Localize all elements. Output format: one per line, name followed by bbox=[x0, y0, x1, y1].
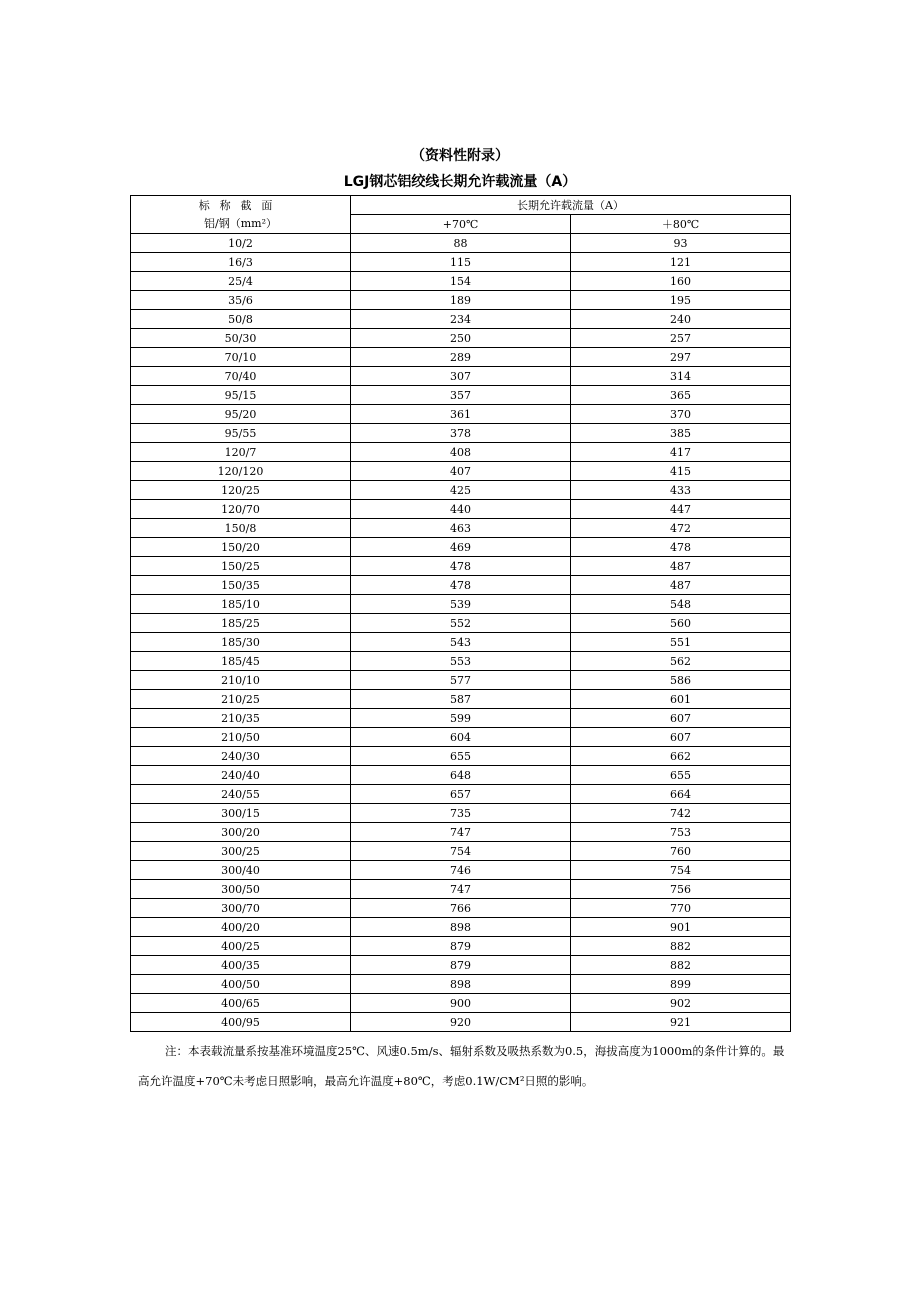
current-80-cell: 754 bbox=[571, 861, 791, 880]
temp-70-header: +70℃ bbox=[351, 215, 571, 234]
table-row bbox=[131, 519, 791, 538]
current-80-cell: 901 bbox=[571, 918, 791, 937]
section-cell: 150/20 bbox=[131, 538, 351, 557]
current-70-cell: 408 bbox=[351, 443, 571, 462]
current-70-cell: 361 bbox=[351, 405, 571, 424]
current-80-cell: 921 bbox=[571, 1013, 791, 1032]
table-row bbox=[131, 880, 791, 899]
appendix-label: （资料性附录） bbox=[411, 148, 509, 164]
table-row bbox=[131, 234, 791, 253]
current-80-cell: 478 bbox=[571, 538, 791, 557]
current-80-cell: 240 bbox=[571, 310, 791, 329]
current-80-cell: 882 bbox=[571, 956, 791, 975]
table-row bbox=[131, 842, 791, 861]
section-cell: 150/8 bbox=[131, 519, 351, 538]
table-row bbox=[131, 918, 791, 937]
current-80-cell: 662 bbox=[571, 747, 791, 766]
current-80-cell: 160 bbox=[571, 272, 791, 291]
current-80-cell: 756 bbox=[571, 880, 791, 899]
table-row bbox=[131, 671, 791, 690]
section-cell: 210/50 bbox=[131, 728, 351, 747]
table-row bbox=[131, 633, 791, 652]
table-row bbox=[131, 975, 791, 994]
current-80-cell: 487 bbox=[571, 557, 791, 576]
current-70-cell: 539 bbox=[351, 595, 571, 614]
current-80-cell: 770 bbox=[571, 899, 791, 918]
table-row bbox=[131, 424, 791, 443]
current-70-cell: 587 bbox=[351, 690, 571, 709]
current-group-header: 长期允许载流量（A） bbox=[351, 196, 791, 215]
table-row bbox=[131, 614, 791, 633]
current-80-cell: 607 bbox=[571, 728, 791, 747]
section-cell: 210/25 bbox=[131, 690, 351, 709]
current-70-cell: 898 bbox=[351, 918, 571, 937]
section-cell: 185/25 bbox=[131, 614, 351, 633]
temp-80-header: ＋80℃ bbox=[571, 215, 791, 234]
current-80-cell: 548 bbox=[571, 595, 791, 614]
section-cell: 185/30 bbox=[131, 633, 351, 652]
current-70-cell: 88 bbox=[351, 234, 571, 253]
section-cell: 400/35 bbox=[131, 956, 351, 975]
table-row bbox=[131, 956, 791, 975]
current-80-cell: 562 bbox=[571, 652, 791, 671]
current-70-cell: 657 bbox=[351, 785, 571, 804]
section-cell: 300/40 bbox=[131, 861, 351, 880]
table-row bbox=[131, 500, 791, 519]
section-cell: 300/15 bbox=[131, 804, 351, 823]
current-80-cell: 297 bbox=[571, 348, 791, 367]
section-cell: 185/45 bbox=[131, 652, 351, 671]
section-cell: 400/65 bbox=[131, 994, 351, 1013]
section-cell: 400/95 bbox=[131, 1013, 351, 1032]
current-70-cell: 604 bbox=[351, 728, 571, 747]
current-80-cell: 195 bbox=[571, 291, 791, 310]
current-80-cell: 560 bbox=[571, 614, 791, 633]
table-row bbox=[131, 652, 791, 671]
section-cell: 400/20 bbox=[131, 918, 351, 937]
section-header-line2: 铝/钢（mm²） bbox=[204, 216, 277, 230]
current-80-cell: 314 bbox=[571, 367, 791, 386]
current-70-cell: 378 bbox=[351, 424, 571, 443]
section-cell: 300/50 bbox=[131, 880, 351, 899]
table-row bbox=[131, 272, 791, 291]
table-row bbox=[131, 310, 791, 329]
table-row bbox=[131, 462, 791, 481]
section-cell: 400/50 bbox=[131, 975, 351, 994]
section-cell: 210/35 bbox=[131, 709, 351, 728]
table-row bbox=[131, 253, 791, 272]
current-80-cell: 257 bbox=[571, 329, 791, 348]
current-70-cell: 577 bbox=[351, 671, 571, 690]
table-row bbox=[131, 557, 791, 576]
current-70-cell: 879 bbox=[351, 937, 571, 956]
current-80-cell: 601 bbox=[571, 690, 791, 709]
section-cell: 240/40 bbox=[131, 766, 351, 785]
current-80-cell: 760 bbox=[571, 842, 791, 861]
current-80-cell: 655 bbox=[571, 766, 791, 785]
current-70-cell: 115 bbox=[351, 253, 571, 272]
table-row bbox=[131, 994, 791, 1013]
table-row bbox=[131, 766, 791, 785]
current-70-cell: 747 bbox=[351, 880, 571, 899]
current-70-cell: 234 bbox=[351, 310, 571, 329]
table-body bbox=[131, 234, 791, 1032]
current-80-cell: 902 bbox=[571, 994, 791, 1013]
section-cell: 210/10 bbox=[131, 671, 351, 690]
table-row bbox=[131, 728, 791, 747]
current-70-cell: 754 bbox=[351, 842, 571, 861]
table-row bbox=[131, 443, 791, 462]
section-cell: 150/35 bbox=[131, 576, 351, 595]
table-row bbox=[131, 576, 791, 595]
table-row bbox=[131, 690, 791, 709]
current-80-cell: 472 bbox=[571, 519, 791, 538]
current-80-cell: 899 bbox=[571, 975, 791, 994]
table-row bbox=[131, 861, 791, 880]
section-cell: 240/30 bbox=[131, 747, 351, 766]
current-80-cell: 415 bbox=[571, 462, 791, 481]
current-80-cell: 447 bbox=[571, 500, 791, 519]
current-70-cell: 463 bbox=[351, 519, 571, 538]
current-80-cell: 385 bbox=[571, 424, 791, 443]
table-row bbox=[131, 386, 791, 405]
current-70-cell: 655 bbox=[351, 747, 571, 766]
current-80-cell: 882 bbox=[571, 937, 791, 956]
ampacity-table bbox=[130, 195, 791, 1032]
section-cell: 150/25 bbox=[131, 557, 351, 576]
current-70-cell: 898 bbox=[351, 975, 571, 994]
current-70-cell: 189 bbox=[351, 291, 571, 310]
table-title: LGJ钢芯铝绞线长期允许载流量（A） bbox=[343, 174, 577, 190]
section-cell: 95/20 bbox=[131, 405, 351, 424]
current-80-cell: 586 bbox=[571, 671, 791, 690]
current-70-cell: 289 bbox=[351, 348, 571, 367]
current-70-cell: 478 bbox=[351, 576, 571, 595]
current-70-cell: 599 bbox=[351, 709, 571, 728]
current-80-cell: 365 bbox=[571, 386, 791, 405]
section-cell: 35/6 bbox=[131, 291, 351, 310]
current-80-cell: 487 bbox=[571, 576, 791, 595]
current-70-cell: 307 bbox=[351, 367, 571, 386]
current-80-cell: 417 bbox=[571, 443, 791, 462]
current-70-cell: 250 bbox=[351, 329, 571, 348]
table-row bbox=[131, 899, 791, 918]
current-70-cell: 735 bbox=[351, 804, 571, 823]
table-row bbox=[131, 785, 791, 804]
current-70-cell: 920 bbox=[351, 1013, 571, 1032]
table-row bbox=[131, 329, 791, 348]
current-70-cell: 747 bbox=[351, 823, 571, 842]
current-70-cell: 407 bbox=[351, 462, 571, 481]
current-70-cell: 879 bbox=[351, 956, 571, 975]
section-cell: 120/70 bbox=[131, 500, 351, 519]
current-80-cell: 370 bbox=[571, 405, 791, 424]
table-row bbox=[131, 481, 791, 500]
current-70-cell: 766 bbox=[351, 899, 571, 918]
section-cell: 70/40 bbox=[131, 367, 351, 386]
table-row bbox=[131, 937, 791, 956]
current-70-cell: 440 bbox=[351, 500, 571, 519]
table-row bbox=[131, 747, 791, 766]
current-70-cell: 553 bbox=[351, 652, 571, 671]
current-70-cell: 900 bbox=[351, 994, 571, 1013]
table-row bbox=[131, 348, 791, 367]
current-80-cell: 433 bbox=[571, 481, 791, 500]
current-80-cell: 742 bbox=[571, 804, 791, 823]
table-row bbox=[131, 405, 791, 424]
section-cell: 70/10 bbox=[131, 348, 351, 367]
current-70-cell: 648 bbox=[351, 766, 571, 785]
table-row bbox=[131, 291, 791, 310]
current-70-cell: 478 bbox=[351, 557, 571, 576]
current-70-cell: 746 bbox=[351, 861, 571, 880]
section-cell: 120/120 bbox=[131, 462, 351, 481]
section-cell: 300/25 bbox=[131, 842, 351, 861]
section-cell: 300/20 bbox=[131, 823, 351, 842]
section-cell: 50/8 bbox=[131, 310, 351, 329]
table-row bbox=[131, 538, 791, 557]
section-cell: 95/15 bbox=[131, 386, 351, 405]
section-cell: 240/55 bbox=[131, 785, 351, 804]
current-70-cell: 552 bbox=[351, 614, 571, 633]
section-cell: 120/25 bbox=[131, 481, 351, 500]
table-row bbox=[131, 367, 791, 386]
current-70-cell: 357 bbox=[351, 386, 571, 405]
section-cell: 300/70 bbox=[131, 899, 351, 918]
section-cell: 400/25 bbox=[131, 937, 351, 956]
current-70-cell: 154 bbox=[351, 272, 571, 291]
table-row bbox=[131, 1013, 791, 1032]
table-row bbox=[131, 595, 791, 614]
current-80-cell: 121 bbox=[571, 253, 791, 272]
table-row bbox=[131, 709, 791, 728]
current-80-cell: 607 bbox=[571, 709, 791, 728]
section-cell: 50/30 bbox=[131, 329, 351, 348]
section-cell: 185/10 bbox=[131, 595, 351, 614]
current-80-cell: 93 bbox=[571, 234, 791, 253]
section-cell: 16/3 bbox=[131, 253, 351, 272]
section-cell: 10/2 bbox=[131, 234, 351, 253]
current-80-cell: 664 bbox=[571, 785, 791, 804]
footnote: 注：本表载流量系按基准环境温度25℃、风速0.5m/s、辐射系数及吸热系数为0.5，海拔高度为1000m的条件计算的。最高允许温度+70℃未考虑日照影响，最高允许温度+80℃，考虑0.1W/CM²日照的影响。 bbox=[138, 1044, 785, 1088]
section-cell: 25/4 bbox=[131, 272, 351, 291]
current-70-cell: 543 bbox=[351, 633, 571, 652]
table-row bbox=[131, 823, 791, 842]
table-row bbox=[131, 804, 791, 823]
section-header-line1: 标称截面 bbox=[198, 198, 283, 212]
section-cell: 95/55 bbox=[131, 424, 351, 443]
section-header-cell bbox=[131, 196, 351, 234]
current-80-cell: 551 bbox=[571, 633, 791, 652]
current-80-cell: 753 bbox=[571, 823, 791, 842]
section-cell: 120/7 bbox=[131, 443, 351, 462]
current-70-cell: 425 bbox=[351, 481, 571, 500]
current-70-cell: 469 bbox=[351, 538, 571, 557]
